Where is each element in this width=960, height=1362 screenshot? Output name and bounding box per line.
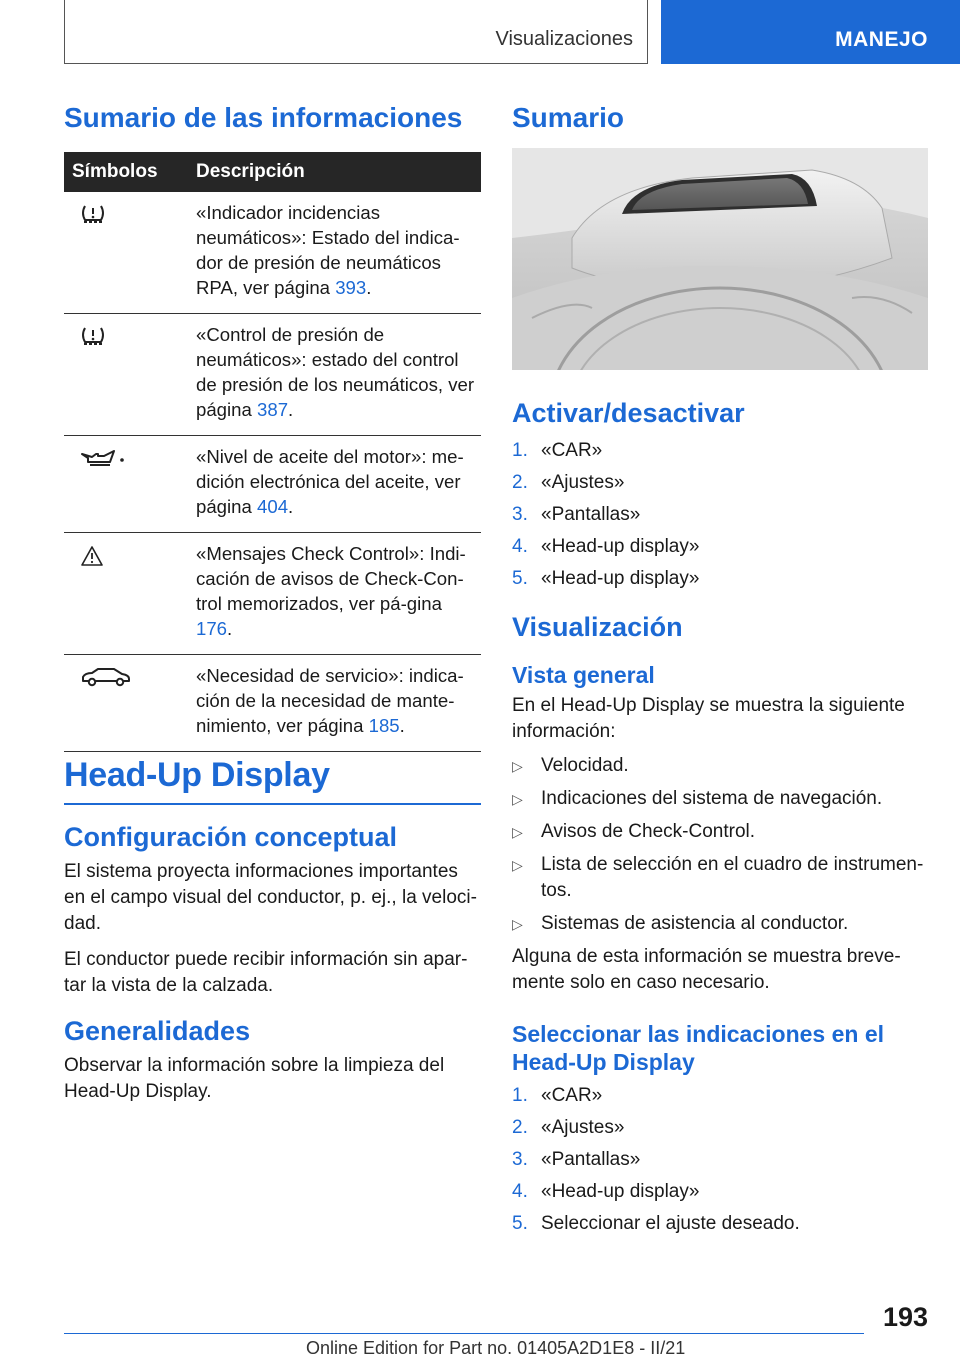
table-row: «Nivel de aceite del motor»: me-dición electrónica del aceite, ver página 404. — [64, 436, 481, 533]
select-steps — [512, 1080, 928, 1240]
row-text: «Mensajes Check Control»: Indi-cación de avisos de Check-Con-trol memorizados, ver pá-gina — [196, 543, 466, 614]
list-item: 4. «Head-up display» — [512, 1181, 700, 1202]
activate-title: Activar/desactivar — [512, 398, 745, 428]
list-item: ▷ Velocidad. — [512, 753, 928, 779]
table-header-row — [64, 152, 481, 192]
table-row: «Necesidad de servicio»: indica-ción de la necesidad de mante-nimiento, ver página 185. — [64, 655, 481, 752]
concept-section — [64, 822, 481, 1009]
row-text: «Nivel de aceite del motor»: me-dición electrónica del aceite, ver página — [196, 446, 464, 517]
footer-edition: Online Edition for Part no. 01405A2D1E8 - II/21 — [306, 1338, 686, 1358]
activate-steps — [512, 435, 928, 595]
general-section — [64, 1016, 481, 1115]
footer-rule — [64, 1333, 864, 1334]
list-item: 3. «Pantallas» — [512, 504, 641, 525]
select-title: Seleccionar las indicaciones en el Head-Up Display — [512, 1021, 885, 1075]
overview-title: Sumario — [512, 102, 625, 133]
table-row: «Indicador incidencias neumáticos»: Estado del indica-dor de presión de neumáticos RPA, ver página 393. — [64, 192, 481, 314]
tire-pressure-icon — [80, 204, 106, 224]
concept-paragraph-2: El conductor puede recibir información sin apar-tar la vista de la calzada. — [64, 949, 468, 996]
list-item: 3. «Pantallas» — [512, 1149, 641, 1170]
row-text: «Necesidad de servicio»: indica-ción de la necesidad de mante-nimiento, ver página — [196, 665, 464, 736]
display-section — [512, 612, 928, 1004]
page-link[interactable]: 176 — [196, 618, 228, 639]
display-title: Visualización — [512, 612, 683, 642]
header-chapter-tab — [661, 0, 960, 64]
list-item: ▷ Sistemas de asistencia al conductor. — [512, 911, 928, 937]
table-row: «Control de presión de neumáticos»: estado del control de presión de los neumáticos, ver página 387. — [64, 314, 481, 436]
page-link[interactable]: 185 — [368, 715, 400, 736]
header-chapter-label: MANEJO — [835, 28, 928, 51]
activate-section — [512, 398, 928, 595]
general-title: Generalidades — [64, 1016, 251, 1046]
header-section-tab — [64, 0, 648, 64]
select-section — [512, 1020, 928, 1240]
tire-pressure-icon — [80, 326, 106, 346]
list-item: 4. «Head-up display» — [512, 536, 700, 557]
list-item: 1. «CAR» — [512, 1085, 603, 1106]
page-link[interactable]: 393 — [335, 277, 367, 298]
overview-subtitle: Vista general — [512, 662, 655, 688]
table-row: «Mensajes Check Control»: Indi-cación de avisos de Check-Con-trol memorizados, ver pá-gina 176. — [64, 533, 481, 655]
display-bullets — [512, 753, 928, 937]
table-header-symbols: Símbolos — [64, 152, 188, 192]
list-item: 5. «Head-up display» — [512, 568, 700, 589]
row-text: «Indicador incidencias neumáticos»: Estado del indica-dor de presión de neumáticos RPA, ver página — [196, 202, 460, 298]
page-link[interactable]: 404 — [257, 496, 289, 517]
row-text: «Control de presión de neumáticos»: estado del control de presión de los neumáticos, ver página — [196, 324, 475, 420]
page-link[interactable]: 387 — [257, 399, 289, 420]
table-header-description: Descripción — [188, 152, 481, 192]
list-item: ▷ Lista de selección en el cuadro de instrumen-tos. — [512, 852, 928, 904]
list-item: 2. «Ajustes» — [512, 472, 625, 493]
warning-triangle-icon — [80, 545, 104, 567]
list-item: 5. Seleccionar el ajuste deseado. — [512, 1213, 800, 1234]
symbols-table — [64, 152, 481, 752]
header-section-label: Visualizaciones — [495, 28, 633, 50]
service-car-icon — [80, 667, 132, 687]
display-note: Alguna de esta información se muestra breve-mente solo en caso necesario. — [512, 946, 901, 993]
concept-title: Configuración conceptual — [64, 822, 398, 852]
display-intro: En el Head-Up Display se muestra la siguiente información: — [512, 695, 905, 742]
list-item: ▷ Avisos de Check-Control. — [512, 819, 928, 845]
table-title: Sumario de las informaciones — [64, 102, 463, 133]
general-paragraph: Observar la información sobre la limpieza del Head-Up Display. — [64, 1055, 445, 1102]
oil-can-icon — [80, 448, 128, 468]
list-item: ▷ Indicaciones del sistema de navegación. — [512, 786, 928, 812]
list-item: 2. «Ajustes» — [512, 1117, 625, 1138]
dashboard-image — [512, 148, 928, 370]
page-number: 193 — [882, 1302, 928, 1332]
concept-paragraph-1: El sistema proyecta informaciones importantes en el campo visual del conductor, p. ej., la veloci-dad. — [64, 861, 477, 934]
chapter-heading: Head-Up Display — [64, 756, 481, 805]
list-item: 1. «CAR» — [512, 440, 603, 461]
head-up-display-photo — [512, 148, 928, 370]
